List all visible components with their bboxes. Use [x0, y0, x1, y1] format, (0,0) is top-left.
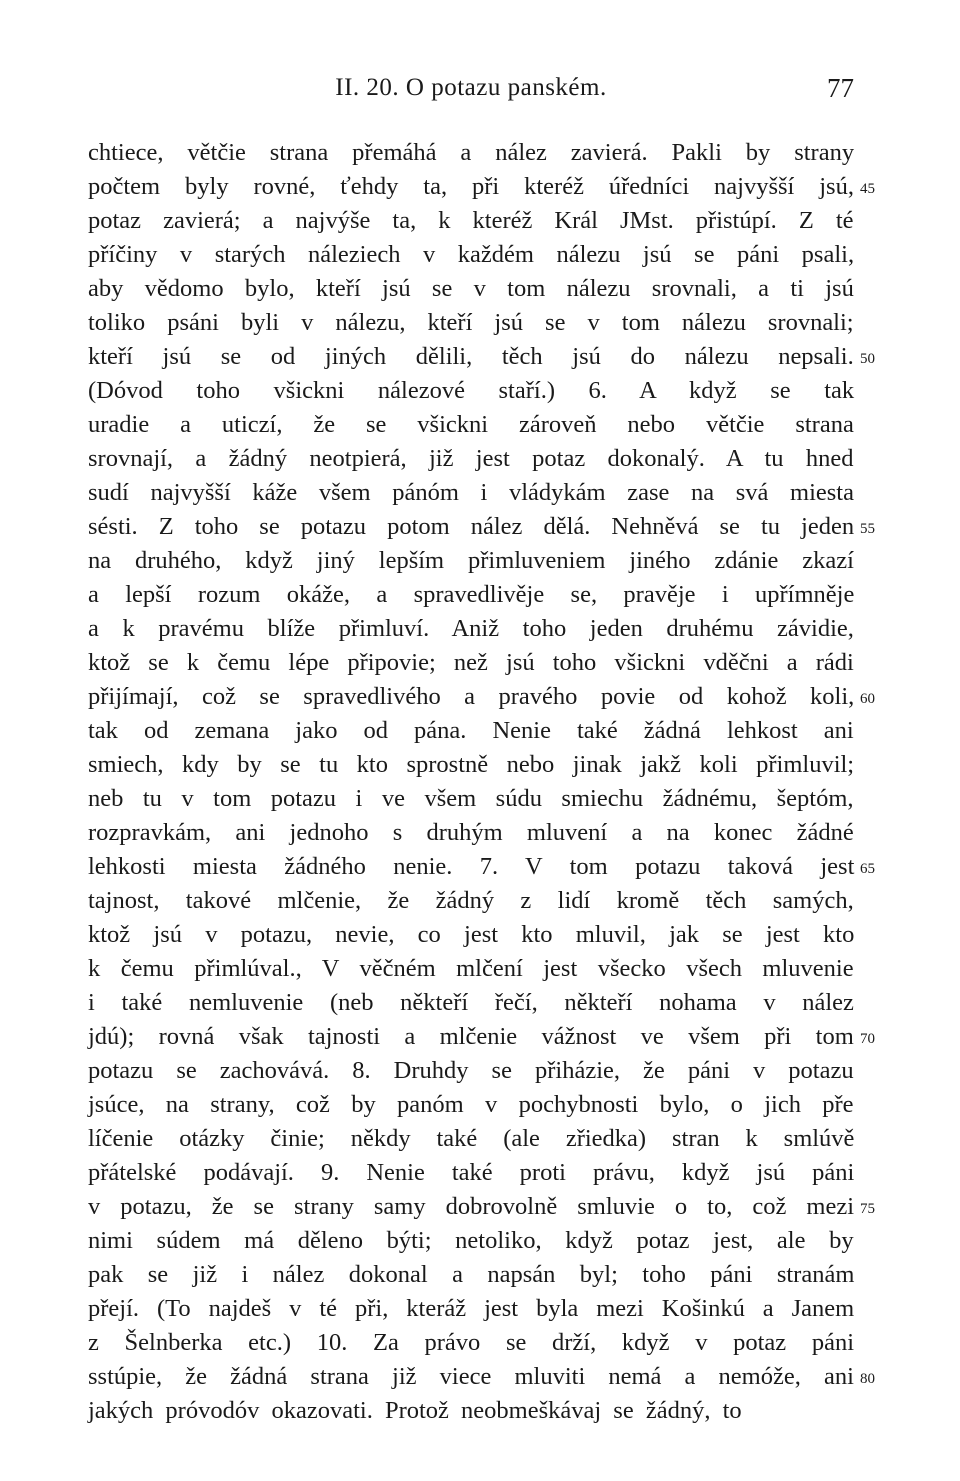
text-line: [88, 1190, 875, 1224]
line-text: neb tu v tom potazu i ve všem súdu smiechu žádnému, šeptóm,: [88, 785, 854, 812]
line-text: tajnost, takové mlčenie, že žádný z lidí kromě těch samých,: [88, 887, 854, 914]
text-line: [88, 1394, 854, 1428]
margin-line-number: 55: [860, 521, 875, 537]
margin-line-number: 80: [860, 1371, 875, 1387]
text-line: [88, 272, 854, 306]
line-text: lehkosti miesta žádného nenie. 7. V tom potazu taková jest: [88, 853, 855, 880]
text-line: [88, 1326, 854, 1360]
text-line: [88, 952, 854, 986]
margin-line-number: 50: [860, 351, 875, 367]
text-line: [88, 1292, 854, 1326]
text-line: [88, 918, 854, 952]
text-line: [88, 1020, 875, 1054]
line-text: potazu se zachovává. 8. Druhdy se přiházie, že páni v potazu: [88, 1057, 854, 1084]
text-line: [88, 714, 854, 748]
text-line: [88, 136, 854, 170]
margin-line-number: 75: [860, 1201, 875, 1217]
text-line: [88, 986, 854, 1020]
text-line: [88, 850, 875, 884]
line-text: jsúce, na strany, což by panóm v pochybnosti bylo, o jich pře: [88, 1091, 854, 1118]
text-line: [88, 204, 854, 238]
margin-line-number: 70: [860, 1031, 875, 1047]
line-text: srovnají, a žádný neotpierá, již jest potaz dokonalý. A tu hned: [88, 445, 854, 472]
line-text: ktož se k čemu lépe připovie; než jsú toho všickni vděčni a rádi: [88, 649, 854, 676]
line-text: sudí najvyšší káže všem pánóm i vládykám zase na svá miesta: [88, 479, 854, 506]
text-line: [88, 340, 875, 374]
text-line: [88, 544, 854, 578]
line-text: aby vědomo bylo, kteří jsú se v tom nálezu srovnali, a ti jsú: [88, 275, 854, 302]
margin-line-number: 65: [860, 861, 875, 877]
text-line: [88, 646, 854, 680]
text-line: [88, 238, 854, 272]
text-line: [88, 374, 854, 408]
line-text: sstúpie, že žádná strana již viece mluviti nemá a nemóže, ani: [88, 1363, 854, 1390]
text-line: [88, 1360, 875, 1394]
text-line: [88, 1054, 854, 1088]
text-line: [88, 170, 875, 204]
text-line: [88, 782, 854, 816]
line-text: přátelské podávají. 9. Nenie také proti právu, když jsú páni: [88, 1159, 855, 1186]
text-line: [88, 306, 854, 340]
running-head: II. 20. O potazu panském.: [335, 74, 607, 101]
text-line: [88, 748, 854, 782]
line-text: přejí. (To najdeš v té při, kteráž jest byla mezi Košinkú a Janem: [88, 1295, 855, 1322]
line-text: líčenie otázky činie; někdy také (ale zřiedka) stran k smlúvě: [88, 1125, 855, 1152]
text-line: [88, 1088, 854, 1122]
line-text: tak od zemana jako od pána. Nenie také žádná lehkost ani: [88, 717, 854, 744]
text-line: [88, 680, 875, 714]
line-text: sésti. Z toho se potazu potom nález dělá. Nehněvá se tu jeden: [88, 513, 855, 540]
margin-line-number: 45: [860, 181, 875, 197]
line-text: (Dóvod toho všickni nálezové staří.) 6. A když se tak: [88, 377, 855, 404]
line-text: kteří jsú se od jiných dělili, těch jsú do nálezu nepsali.: [88, 343, 854, 370]
text-line: [88, 578, 854, 612]
text-line: [88, 612, 854, 646]
line-text: na druhého, když jiný lepším přimluveniem jiného zdánie zkazí: [88, 547, 854, 574]
line-text: toliko psáni byli v nálezu, kteří jsú se v tom nálezu srovnali;: [88, 309, 854, 336]
text-line: [88, 884, 854, 918]
line-text: jdú); rovná však tajnosti a mlčenie vážnost ve všem při tom: [88, 1023, 854, 1050]
body-text: [88, 136, 875, 1428]
line-text: v potazu, že se strany samy dobrovolně smluvie o to, což mezi: [88, 1193, 855, 1220]
text-line: [88, 1156, 854, 1190]
text-line: [88, 510, 875, 544]
text-line: [88, 816, 854, 850]
text-line: [88, 1224, 854, 1258]
line-text: jakých próvodóv okazovati. Protož neobmeškávaj se žádný, to: [88, 1397, 742, 1424]
page-header: [88, 70, 854, 106]
line-text: pak se již i nález dokonal a napsán byl; toho páni stranám: [88, 1261, 855, 1288]
text-line: [88, 442, 854, 476]
text-line: [88, 1122, 854, 1156]
line-text: příčiny v starých náleziech v každém nálezu jsú se páni psali,: [88, 241, 855, 268]
line-text: počtem byly rovné, ťehdy ta, při kteréž úředníci najvyšší jsú,: [88, 173, 854, 200]
line-text: nimi súdem má děleno býti; netoliko, když potaz jest, ale by: [88, 1227, 854, 1254]
margin-line-number: 60: [860, 691, 875, 707]
line-text: rozpravkám, ani jednoho s druhým mluvení a na konec žádné: [88, 819, 854, 846]
line-text: i také nemluvenie (neb někteří řečí, někteří nohama v nález: [88, 989, 854, 1016]
line-text: a lepší rozum okáže, a spravedlivěje se, pravěje i upřímněje: [88, 581, 855, 608]
line-text: k čemu přimlúval., V věčném mlčení jest všecko všech mluvenie: [88, 955, 854, 982]
line-text: uradie a uticzí, že se všickni zároveň nebo větčie strana: [88, 411, 854, 438]
page-number: 77: [827, 73, 854, 103]
line-text: z Šelnberka etc.) 10. Za právo se drží, když v potaz páni: [88, 1329, 855, 1356]
line-text: přijímají, což se spravedlivého a pravého povie od kohož koli,: [88, 683, 855, 710]
line-text: potaz zavierá; a najvýše ta, k kteréž Král JMst. přistúpí. Z té: [88, 207, 854, 234]
line-text: chtiece, větčie strana přemáhá a nález zavierá. Pakli by strany: [88, 139, 855, 166]
text-line: [88, 1258, 854, 1292]
line-text: ktož jsú v potazu, nevie, co jest kto mluvil, jak se jest kto: [88, 921, 855, 948]
line-text: a k pravému blíže přimluví. Aniž toho jeden druhému závidie,: [88, 615, 854, 642]
text-line: [88, 476, 854, 510]
text-line: [88, 408, 854, 442]
line-text: smiech, kdy by se tu kto sprostně nebo jinak jakž koli přimluvil;: [88, 751, 855, 778]
